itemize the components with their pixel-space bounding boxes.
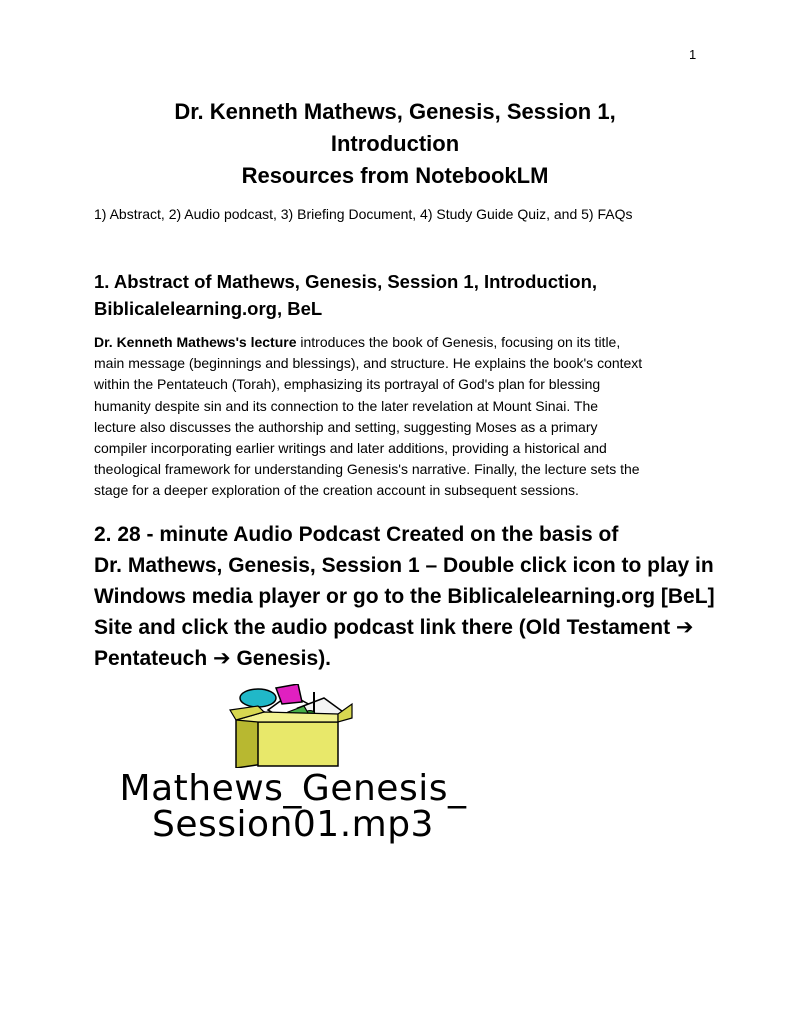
abstract-line: theological framework for understanding Genesis's narrative. Finally, the lecture sets the [94, 461, 640, 478]
section1-heading-line-2: Biblicalelearning.org, BeL [94, 298, 323, 319]
resources-list: 1) Abstract, 2) Audio podcast, 3) Briefing Document, 4) Study Guide Quiz, and 5) FAQs [94, 206, 633, 222]
section2-line-4 [94, 612, 734, 643]
abstract-line: compiler incorporating earlier writings and later additions, providing a historical and [94, 440, 607, 457]
section2-line-5-text-b: Genesis). [230, 647, 332, 670]
section2-line-5-text-a: Pentateuch [94, 647, 214, 670]
abstract-line-1-rest: introduces the book of Genesis, focusing on its title, [296, 334, 621, 350]
section2-line-2: Dr. Mathews, Genesis, Session 1 – Double click icon to play in [94, 554, 714, 577]
attachment-file-label[interactable] [98, 768, 488, 845]
document-title [60, 96, 730, 192]
right-arrow-icon: ➔ [213, 647, 231, 670]
abstract-line: humanity despite sin and its connection to the later revelation at Mount Sinai. The [94, 397, 599, 414]
section1-heading [94, 268, 714, 322]
section1-heading-line-1: 1. Abstract of Mathews, Genesis, Session 1, Introduction, [94, 271, 598, 292]
file-label-line-1: Mathews_Genesis_ [119, 768, 467, 809]
box-flap-icon [338, 704, 352, 722]
section2-line-5 [94, 643, 734, 674]
abstract-lead-bold: Dr. Kenneth Mathews's lecture [94, 334, 297, 350]
abstract-paragraph [94, 332, 704, 502]
title-line-2: Introduction [330, 131, 460, 156]
file-label-line-2: Session01.mp3 [152, 804, 434, 845]
abstract-line: main message (beginnings and blessings), and structure. He explains the book's context [94, 355, 643, 372]
right-arrow-icon: ➔ [675, 616, 694, 639]
audio-package-icon[interactable] [228, 684, 358, 768]
abstract-line: lecture also discusses the authorship and setting, suggesting Moses as a primary [94, 418, 598, 435]
title-line-3: Resources from NotebookLM [241, 163, 549, 188]
page-number: 1 [689, 47, 697, 62]
section2-line-1: 2. 28 - minute Audio Podcast Created on the basis of [94, 523, 619, 546]
abstract-line [94, 332, 704, 353]
section2-line-4-text: Site and click the audio podcast link there (Old Testament [94, 616, 676, 639]
section2-line-3: Windows media player or go to the Biblicalelearning.org [BeL] [94, 585, 715, 608]
title-line-1: Dr. Kenneth Mathews, Genesis, Session 1, [174, 99, 616, 124]
abstract-line: within the Pentateuch (Torah), emphasizing its portrayal of God's plan for blessing [94, 376, 601, 393]
disc-icon [240, 689, 276, 707]
box-front-icon [258, 722, 338, 766]
abstract-line: stage for a deeper exploration of the creation account in subsequent sessions. [94, 482, 579, 499]
section2-heading [94, 519, 734, 674]
